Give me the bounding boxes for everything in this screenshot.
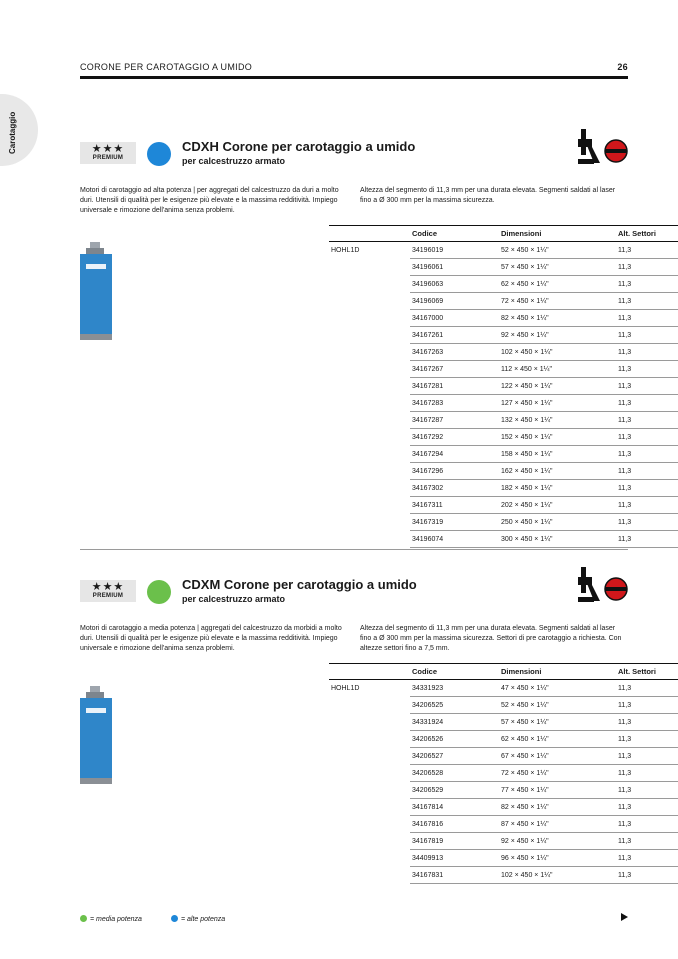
product-section-cdxm (80, 576, 656, 879)
dimension-cell: 57 × 450 × 1¼" (499, 714, 616, 731)
segment-height-cell: 11,3 (616, 446, 678, 463)
series-cell (329, 259, 410, 276)
table-row (329, 816, 678, 833)
table-row (329, 867, 678, 884)
series-cell (329, 327, 410, 344)
segment-height-cell: 11,3 (616, 850, 678, 867)
code-cell: 34167311 (410, 497, 499, 514)
column-header: Alt. Settori (616, 226, 678, 242)
dimension-cell: 92 × 450 × 1¼" (499, 327, 616, 344)
series-cell (329, 850, 410, 867)
page-number: 26 (617, 62, 628, 72)
segment-height-cell: 11,3 (616, 378, 678, 395)
product-section-cdxh (80, 138, 656, 558)
dimension-cell: 162 × 450 × 1¼" (499, 463, 616, 480)
table-row (329, 833, 678, 850)
segment-height-cell: 11,3 (616, 697, 678, 714)
table-row (329, 782, 678, 799)
dimension-cell: 250 × 450 × 1¼" (499, 514, 616, 531)
segment-height-cell: 11,3 (616, 680, 678, 697)
column-header: Codice (410, 664, 499, 680)
dimension-cell: 127 × 450 × 1¼" (499, 395, 616, 412)
segment-height-cell: 11,3 (616, 765, 678, 782)
code-cell: 34167831 (410, 867, 499, 884)
segment-height-cell: 11,3 (616, 480, 678, 497)
series-cell (329, 497, 410, 514)
dimension-cell: 77 × 450 × 1¼" (499, 782, 616, 799)
series-cell: HOHL1D (331, 684, 360, 692)
table-row (329, 259, 678, 276)
table-row (329, 731, 678, 748)
dimension-cell: 62 × 450 × 1¼" (499, 731, 616, 748)
code-cell: 34196061 (410, 259, 499, 276)
code-cell: 34196019 (410, 242, 499, 259)
table-row (329, 850, 678, 867)
series-cell (329, 514, 410, 531)
series-cell (329, 412, 410, 429)
table-row (329, 514, 678, 531)
code-cell: 34167819 (410, 833, 499, 850)
table-row (329, 378, 678, 395)
product-table (329, 225, 678, 548)
segment-height-cell: 11,3 (616, 497, 678, 514)
table-row (329, 480, 678, 497)
description-left: Motori di carotaggio a media potenza | aggregati del calcestruzzo da morbidi a molto duri. Utensili di qualità per le esigenze più elevate e la massima redditività. Impiego universale e rimozione dell'anima senza problemi. (80, 625, 342, 652)
table-row (329, 344, 678, 361)
rating-stars-icon: ★★★ (91, 143, 125, 155)
dimension-cell: 52 × 450 × 1¼" (499, 697, 616, 714)
premium-label: PREMIUM (92, 155, 124, 161)
code-cell: 34206529 (410, 782, 499, 799)
page-header (80, 62, 628, 74)
series-cell (329, 697, 410, 714)
legend-high-power (171, 915, 225, 925)
segment-height-cell: 11,3 (616, 731, 678, 748)
legend-medium-power (80, 915, 142, 925)
dimension-cell: 112 × 450 × 1¼" (499, 361, 616, 378)
code-cell: 34206526 (410, 731, 499, 748)
table-row (329, 327, 678, 344)
product-title: CDXH Corone per carotaggio a umido (182, 139, 416, 154)
series-cell (329, 748, 410, 765)
series-cell (329, 531, 410, 548)
segment-height-cell: 11,3 (616, 429, 678, 446)
dimension-cell: 82 × 450 × 1¼" (499, 799, 616, 816)
core-bit-image (80, 686, 132, 786)
segment-height-cell: 11,3 (616, 867, 678, 884)
table-row (329, 361, 678, 378)
dimension-cell: 52 × 450 × 1¼" (499, 242, 616, 259)
product-title: CDXM Corone per carotaggio a umido (182, 577, 417, 592)
table-row (329, 395, 678, 412)
series-cell (329, 446, 410, 463)
segment-height-cell: 11,3 (616, 833, 678, 850)
code-cell: 34167296 (410, 463, 499, 480)
side-tab[interactable] (0, 94, 38, 166)
dimension-cell: 67 × 450 × 1¼" (499, 748, 616, 765)
series-cell (329, 395, 410, 412)
code-cell: 34167292 (410, 429, 499, 446)
series-cell (329, 782, 410, 799)
dimension-cell: 132 × 450 × 1¼" (499, 412, 616, 429)
core-drill-stand-icon (578, 129, 628, 165)
description-left: Motori di carotaggio ad alta potenza | per aggregati del calcestruzzo da duri a molto duri. Utensili di qualità per le esigenze più elevate e la massima redditività. Impiego universale e rimozione dell'anima senza problemi. (80, 187, 339, 214)
dimension-cell: 122 × 450 × 1¼" (499, 378, 616, 395)
dimension-cell: 72 × 450 × 1¼" (499, 765, 616, 782)
code-cell: 34167267 (410, 361, 499, 378)
series-cell (329, 833, 410, 850)
core-drill-stand-icon (578, 567, 628, 603)
section-end-rule (80, 549, 628, 550)
code-cell: 34206527 (410, 748, 499, 765)
code-cell: 34196063 (410, 276, 499, 293)
table-row (329, 765, 678, 782)
code-cell: 34167261 (410, 327, 499, 344)
dimension-cell: 202 × 450 × 1¼" (499, 497, 616, 514)
code-cell: 34167302 (410, 480, 499, 497)
dimension-cell: 152 × 450 × 1¼" (499, 429, 616, 446)
page-title: CORONE PER CAROTAGGIO A UMIDO (80, 62, 253, 72)
high-power-dot-icon (171, 915, 178, 922)
dimension-cell: 102 × 450 × 1¼" (499, 867, 616, 884)
table-row (329, 799, 678, 816)
legend-label: = alte potenza (181, 916, 226, 923)
code-cell: 34206528 (410, 765, 499, 782)
table-row (329, 310, 678, 327)
series-cell: HOHL1D (331, 246, 360, 254)
segment-height-cell: 11,3 (616, 310, 678, 327)
dimension-cell: 182 × 450 × 1¼" (499, 480, 616, 497)
high-power-dot-icon (147, 142, 171, 166)
segment-height-cell: 11,3 (616, 412, 678, 429)
premium-badge (80, 142, 136, 164)
product-subtitle: per calcestruzzo armato (182, 594, 286, 604)
segment-height-cell: 11,3 (616, 782, 678, 799)
table-row (329, 412, 678, 429)
premium-label: PREMIUM (92, 593, 124, 599)
code-cell: 34206525 (410, 697, 499, 714)
segment-height-cell: 11,3 (616, 514, 678, 531)
segment-height-cell: 11,3 (616, 816, 678, 833)
header-rule (80, 76, 628, 79)
segment-height-cell: 11,3 (616, 242, 678, 259)
code-cell: 34331923 (410, 680, 499, 697)
table-row (329, 714, 678, 731)
dimension-cell: 87 × 450 × 1¼" (499, 816, 616, 833)
column-header: Dimensioni (499, 664, 616, 680)
series-cell (329, 799, 410, 816)
series-cell (329, 816, 410, 833)
code-cell: 34167281 (410, 378, 499, 395)
series-cell (329, 714, 410, 731)
series-cell (329, 378, 410, 395)
segment-height-cell: 11,3 (616, 714, 678, 731)
dimension-cell: 300 × 450 × 1¼" (499, 531, 616, 548)
product-subtitle: per calcestruzzo armato (182, 156, 286, 166)
series-cell (329, 344, 410, 361)
code-cell: 34167283 (410, 395, 499, 412)
code-cell: 34196074 (410, 531, 499, 548)
segment-height-cell: 11,3 (616, 344, 678, 361)
code-cell: 34331924 (410, 714, 499, 731)
column-header: Codice (410, 226, 499, 242)
table-row (329, 446, 678, 463)
premium-badge (80, 580, 136, 602)
code-cell: 34167263 (410, 344, 499, 361)
dimension-cell: 102 × 450 × 1¼" (499, 344, 616, 361)
series-cell (329, 310, 410, 327)
description-right: Altezza del segmento di 11,3 mm per una durata elevata. Segmenti saldati al laser fino a Ø 300 mm per la massima sicurezza. Settori di pre carotaggio a richiesta. Con altezze settori fino a 7,5 mm. (360, 625, 622, 652)
series-cell (329, 867, 410, 884)
segment-height-cell: 11,3 (616, 276, 678, 293)
segment-height-cell: 11,3 (616, 395, 678, 412)
series-cell (329, 429, 410, 446)
code-cell: 34196069 (410, 293, 499, 310)
table-row (329, 429, 678, 446)
code-cell: 34167319 (410, 514, 499, 531)
legend-label: = media potenza (90, 916, 142, 923)
core-bit-image (80, 242, 132, 342)
table-row (329, 748, 678, 765)
table-row (329, 242, 678, 259)
segment-height-cell: 11,3 (616, 799, 678, 816)
code-cell: 34167000 (410, 310, 499, 327)
dimension-cell: 72 × 450 × 1¼" (499, 293, 616, 310)
next-page-arrow-icon[interactable] (621, 913, 628, 921)
code-cell: 34409913 (410, 850, 499, 867)
code-cell: 34167287 (410, 412, 499, 429)
dimension-cell: 62 × 450 × 1¼" (499, 276, 616, 293)
segment-height-cell: 11,3 (616, 327, 678, 344)
series-cell (329, 293, 410, 310)
dimension-cell: 82 × 450 × 1¼" (499, 310, 616, 327)
segment-height-cell: 11,3 (616, 748, 678, 765)
segment-height-cell: 11,3 (616, 293, 678, 310)
product-table (329, 663, 678, 884)
rating-stars-icon: ★★★ (91, 581, 125, 593)
series-cell (329, 276, 410, 293)
table-row (329, 497, 678, 514)
code-cell: 34167816 (410, 816, 499, 833)
code-cell: 34167294 (410, 446, 499, 463)
series-cell (329, 463, 410, 480)
series-cell (329, 361, 410, 378)
code-cell: 34167814 (410, 799, 499, 816)
table-header-row (329, 664, 678, 680)
dimension-cell: 92 × 450 × 1¼" (499, 833, 616, 850)
series-cell (329, 480, 410, 497)
dimension-cell: 96 × 450 × 1¼" (499, 850, 616, 867)
table-header-row (329, 226, 678, 242)
dimension-cell: 158 × 450 × 1¼" (499, 446, 616, 463)
segment-height-cell: 11,3 (616, 259, 678, 276)
column-header: Dimensioni (499, 226, 616, 242)
series-cell (329, 765, 410, 782)
dimension-cell: 47 × 450 × 1¼" (499, 680, 616, 697)
column-header: Alt. Settori (616, 664, 678, 680)
table-row (329, 531, 678, 548)
table-row (329, 463, 678, 480)
dimension-cell: 57 × 450 × 1¼" (499, 259, 616, 276)
medium-power-dot-icon (147, 580, 171, 604)
column-header (329, 226, 410, 242)
table-row (329, 276, 678, 293)
table-row (329, 680, 678, 697)
description-right: Altezza del segmento di 11,3 mm per una durata elevata. Segmenti saldati al laser fino a Ø 300 mm per la massima sicurezza. (360, 187, 616, 204)
segment-height-cell: 11,3 (616, 463, 678, 480)
segment-height-cell: 11,3 (616, 531, 678, 548)
segment-height-cell: 11,3 (616, 361, 678, 378)
table-row (329, 697, 678, 714)
column-header (329, 664, 410, 680)
series-cell (329, 731, 410, 748)
side-tab-label: Carotaggio (8, 111, 17, 154)
medium-power-dot-icon (80, 915, 87, 922)
table-row (329, 293, 678, 310)
